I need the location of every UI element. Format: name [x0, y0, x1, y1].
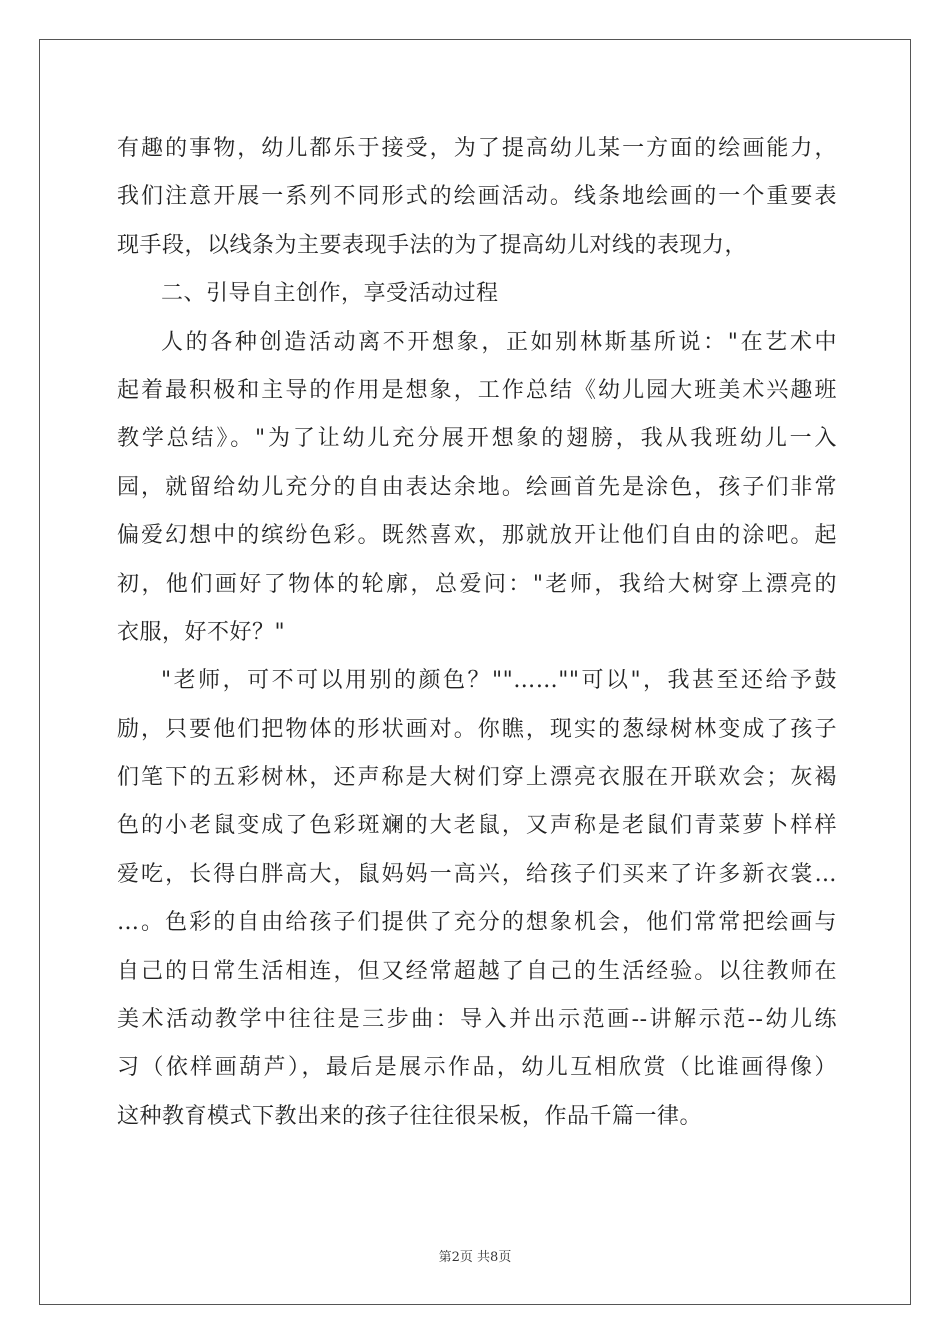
text-line: 们笔下的五彩树林，还声称是大树们穿上漂亮衣服在开联欢会；灰褐	[117, 765, 837, 791]
text-line: 人的各种创造活动离不开想象，正如别林斯基所说："在艺术中	[161, 329, 837, 355]
text-line: 爱吃，长得白胖高大，鼠妈妈一高兴，给孩子们买来了许多新衣裳…	[117, 861, 837, 887]
text-line: 有趣的事物，幼儿都乐于接受，为了提高幼儿某一方面的绘画能力，	[117, 136, 837, 161]
text-line: "老师，可不可以用别的颜色？""……""可以"，我甚至还给予鼓	[161, 668, 837, 694]
page-number-footer: 第2页 共8页	[438, 1250, 512, 1265]
text-line: 习（依样画葫芦），最后是展示作品，幼儿互相欣赏（比谁画得像）	[117, 1055, 837, 1081]
text-line: 起着最积极和主导的作用是想象，工作总结《幼儿园大班美术兴趣班	[117, 377, 837, 403]
text-line: 偏爱幻想中的缤纷色彩。既然喜欢，那就放开让他们自由的涂吧。起	[117, 523, 837, 549]
text-line: 现手段，以线条为主要表现手法的为了提高幼儿对线的表现力，	[117, 232, 748, 258]
text-line: 这种教育模式下教出来的孩子往往很呆板，作品千篇一律。	[117, 1103, 703, 1129]
text-line: 励，只要他们把物体的形状画对。你瞧，现实的葱绿树林变成了孩子	[117, 716, 837, 742]
text-line: 初，他们画好了物体的轮廓，总爱问："老师，我给大树穿上漂亮的	[117, 571, 837, 597]
text-line: 园，就留给幼儿充分的自由表达余地。绘画首先是涂色，孩子们非常	[117, 474, 837, 500]
section-heading: 二、引导自主创作，享受活动过程	[161, 281, 499, 307]
text-line: 自己的日常生活相连，但又经常超越了自己的生活经验。以往教师在	[117, 958, 837, 984]
text-line: 衣服，好不好？"	[117, 619, 286, 645]
text-line: 我们注意开展一系列不同形式的绘画活动。线条地绘画的一个重要表	[117, 184, 837, 210]
document-body	[117, 125, 837, 1141]
text-line: 教学总结》。"为了让幼儿充分展开想象的翅膀，我从我班幼儿一入	[117, 426, 837, 452]
text-line: 美术活动教学中往往是三步曲：导入并出示范画--讲解示范--幼儿练	[117, 1007, 837, 1033]
text-line: 色的小老鼠变成了色彩斑斓的大老鼠，又声称是老鼠们青菜萝卜样样	[117, 813, 837, 839]
text-line: …。色彩的自由给孩子们提供了充分的想象机会，他们常常把绘画与	[117, 910, 837, 936]
